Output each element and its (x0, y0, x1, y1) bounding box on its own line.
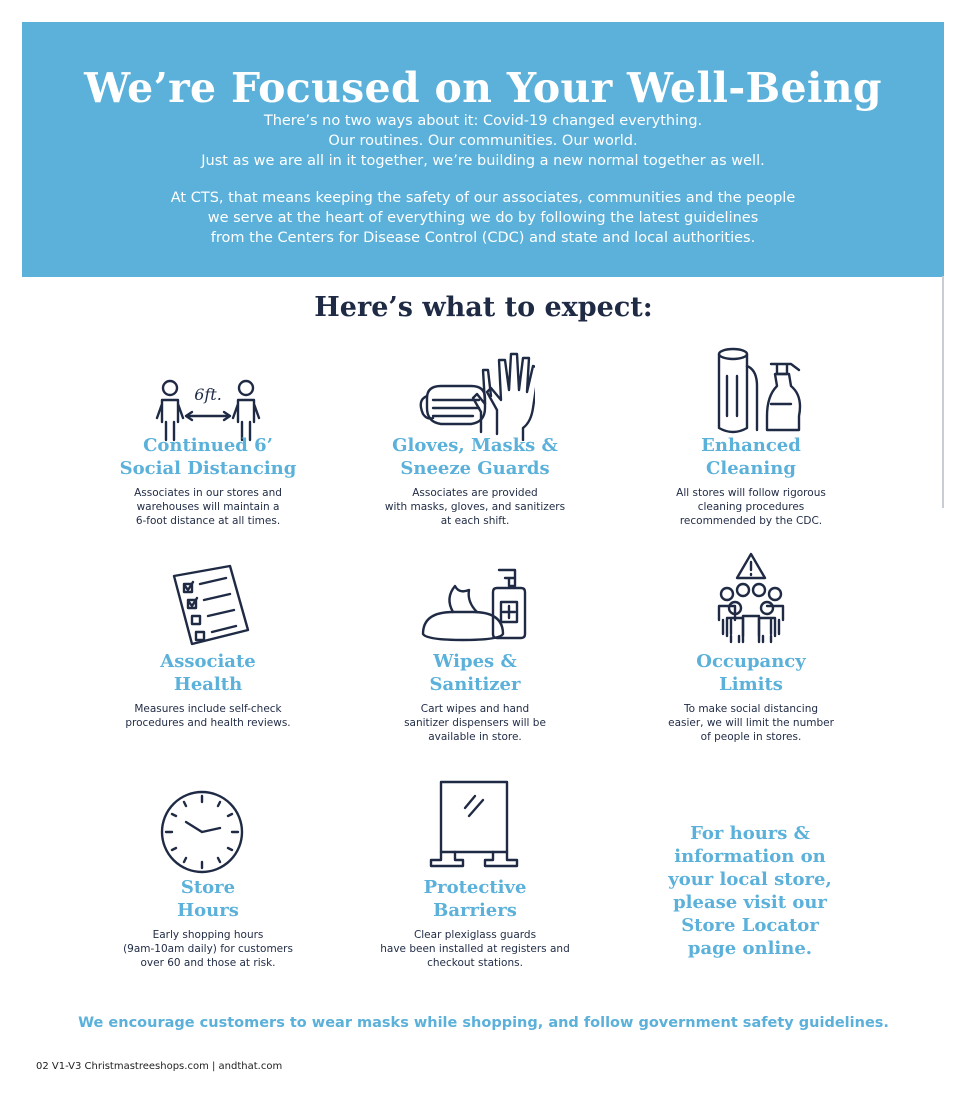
item-desc-line: with masks, gloves, and sanitizers (384, 501, 566, 513)
item-title-line: Limits (719, 674, 783, 695)
intro-line: There’s no two ways about it: Covid-19 changed everything. (263, 113, 703, 129)
item-description (58, 486, 358, 528)
item-title-line: Protective (423, 877, 527, 898)
cleaning-supplies-icon (691, 346, 811, 441)
item-description (325, 486, 625, 528)
item-title (58, 650, 358, 696)
item-title (325, 434, 625, 480)
item-description (58, 928, 358, 970)
item-description (601, 486, 901, 528)
store-locator-info (640, 822, 860, 960)
item-desc-line: cleaning procedures (697, 501, 805, 513)
item-title (601, 434, 901, 480)
item-title-line: Occupancy (696, 651, 806, 672)
item-title (58, 876, 358, 922)
intro-line: Our routines. Our communities. Our world. (328, 133, 638, 149)
cts-line: At CTS, that means keeping the safety of our associates, communities and the people (170, 190, 796, 206)
item-description (325, 702, 625, 744)
item-desc-line: All stores will follow rigorous (676, 487, 826, 499)
item-title (601, 650, 901, 696)
item-desc-line: Associates are provided (412, 487, 538, 499)
intro-line: Just as we are all in it together, we’re building a new normal together as well. (201, 153, 765, 169)
gloves-mask-icon (415, 346, 535, 441)
item-title (58, 434, 358, 480)
item-desc-line: Early shopping hours (152, 929, 264, 941)
footer-message: We encourage customers to wear masks while shopping, and follow government safety guidelines. (78, 1015, 889, 1031)
crowd-warning-icon (691, 550, 811, 645)
item-title-line: Sneeze Guards (400, 458, 550, 479)
cts-line: from the Centers for Disease Control (CDC) and state and local authorities. (210, 230, 756, 246)
item-desc-line: To make social distancing (683, 703, 819, 715)
item-title-line: Health (173, 674, 243, 695)
item-title-line: Wipes & (433, 651, 517, 672)
page-title: We’re Focused on Your Well-Being (84, 64, 882, 112)
item-desc-line: over 60 and those at risk. (140, 957, 276, 969)
item-title-line: Associate (160, 651, 256, 672)
item-desc-line: have been installed at registers and (380, 943, 570, 955)
item-title-line: Barriers (433, 900, 517, 921)
info-line: information on (674, 846, 826, 867)
item-desc-line: sanitizer dispensers will be (404, 717, 546, 729)
item-desc-line: checkout stations. (427, 957, 523, 969)
info-line: For hours & (690, 823, 810, 844)
wipes-sanitizer-icon (415, 558, 535, 653)
page-footer: 02 V1-V3 Christmastreeshops.com | andthat.com (36, 1061, 283, 1072)
item-title-line: Sanitizer (429, 674, 521, 695)
item-description (58, 702, 358, 730)
cts-paragraph (22, 188, 944, 248)
item-title-line: Continued 6’ (143, 435, 273, 456)
item-title-line: Gloves, Masks & (392, 435, 558, 456)
clock-icon (148, 788, 268, 883)
section-title: Here’s what to expect: (314, 292, 653, 323)
item-desc-line: recommended by the CDC. (679, 515, 823, 527)
intro-paragraph (22, 111, 944, 171)
info-line: Store Locator (681, 915, 819, 936)
item-desc-line: Associates in our stores and (134, 487, 282, 499)
item-desc-line: at each shift. (440, 515, 510, 527)
item-description (601, 702, 901, 744)
info-line: page online. (687, 938, 813, 959)
item-description (325, 928, 625, 970)
item-title-line: Social Distancing (119, 458, 297, 479)
item-desc-line: Cart wipes and hand (420, 703, 530, 715)
item-desc-line: (9am-10am daily) for customers (123, 943, 293, 955)
item-desc-line: Measures include self-check (134, 703, 282, 715)
item-desc-line: warehouses will maintain a (136, 501, 280, 513)
item-title-line: Hours (177, 900, 239, 921)
distance-label: 6ft. (194, 385, 222, 404)
cts-line: we serve at the heart of everything we do by following the latest guidelines (207, 210, 759, 226)
item-desc-line: easier, we will limit the number (668, 717, 834, 729)
item-desc-line: procedures and health reviews. (125, 717, 291, 729)
info-line: please visit our (673, 892, 827, 913)
item-desc-line: of people in stores. (700, 731, 802, 743)
item-desc-line: Clear plexiglass guards (413, 929, 537, 941)
info-line: your local store, (668, 869, 832, 890)
item-desc-line: available in store. (428, 731, 522, 743)
checklist-icon (148, 562, 268, 657)
item-title-line: Cleaning (706, 458, 796, 479)
item-title-line: Store (180, 877, 236, 898)
plexiglass-barrier-icon (415, 778, 535, 873)
header-banner (22, 22, 944, 277)
item-desc-line: 6-foot distance at all times. (135, 515, 281, 527)
item-title (325, 876, 625, 922)
item-title (325, 650, 625, 696)
item-title-line: Enhanced (701, 435, 801, 456)
